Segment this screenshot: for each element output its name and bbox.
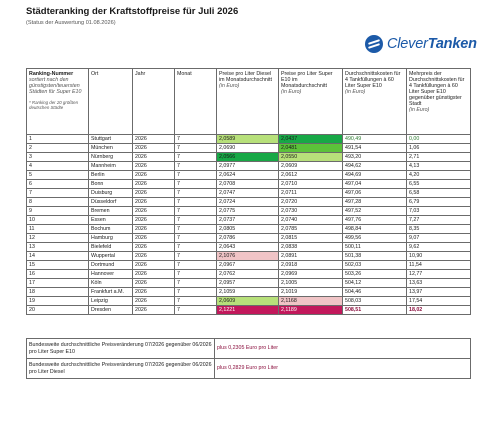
cell-year: 2026 [133, 189, 175, 198]
cell-e10: 2,1189 [279, 306, 343, 315]
cell-rank: 3 [27, 153, 89, 162]
table-row [27, 180, 471, 189]
col-rank-header: Ranking-Nummer sortiert nach den günstigsten/teuersten Städten für Super E10 * Ranking der 20 größten deutschen Städte [27, 69, 89, 135]
cell-extra: 13,63 [407, 279, 471, 288]
summary-label: Bundesweite durchschnittliche Preisveränderung 07/2026 gegenüber 06/2026 pro Liter Super E10 [27, 339, 215, 359]
cell-extra: 6,55 [407, 180, 471, 189]
cell-diesel: 2,0566 [217, 153, 279, 162]
cell-month: 7 [175, 279, 217, 288]
cell-year: 2026 [133, 261, 175, 270]
cell-e10: 2,0969 [279, 270, 343, 279]
cell-rank: 6 [27, 180, 89, 189]
cell-e10: 2,0711 [279, 189, 343, 198]
cell-avg: 508,51 [343, 306, 407, 315]
cell-avg: 498,84 [343, 225, 407, 234]
summary-value: plus 0,2305 Euro pro Liter [215, 339, 471, 359]
cell-year: 2026 [133, 234, 175, 243]
cell-month: 7 [175, 144, 217, 153]
cell-diesel: 2,0747 [217, 189, 279, 198]
col-city-header: Ort [89, 69, 133, 135]
cell-avg: 490,49 [343, 135, 407, 144]
table-row [27, 171, 471, 180]
cell-avg: 497,04 [343, 180, 407, 189]
cell-city: Bremen [89, 207, 133, 216]
cell-rank: 5 [27, 171, 89, 180]
cell-avg: 493,20 [343, 153, 407, 162]
cell-rank: 8 [27, 198, 89, 207]
cell-avg: 491,54 [343, 144, 407, 153]
cell-city: Bochum [89, 225, 133, 234]
cell-rank: 17 [27, 279, 89, 288]
cell-extra: 4,20 [407, 171, 471, 180]
cell-month: 7 [175, 180, 217, 189]
cell-diesel: 2,0609 [217, 297, 279, 306]
cell-extra: 4,13 [407, 162, 471, 171]
cell-year: 2026 [133, 270, 175, 279]
summary-row-diesel [27, 359, 471, 379]
cell-rank: 7 [27, 189, 89, 198]
cell-extra: 2,71 [407, 153, 471, 162]
table-header-row [27, 69, 471, 135]
cell-rank: 10 [27, 216, 89, 225]
cell-extra: 6,79 [407, 198, 471, 207]
cell-extra: 9,07 [407, 234, 471, 243]
table-row [27, 279, 471, 288]
cell-extra: 10,90 [407, 252, 471, 261]
cell-rank: 20 [27, 306, 89, 315]
cell-extra: 7,27 [407, 216, 471, 225]
cell-city: Mannheim [89, 162, 133, 171]
cell-avg: 501,38 [343, 252, 407, 261]
cell-city: Bonn [89, 180, 133, 189]
cell-year: 2026 [133, 297, 175, 306]
summary-value: plus 0,2829 Euro pro Liter [215, 359, 471, 379]
table-row [27, 153, 471, 162]
cell-city: Hamburg [89, 234, 133, 243]
cell-diesel: 2,0690 [217, 144, 279, 153]
cell-diesel: 2,0786 [217, 234, 279, 243]
cell-city: Frankfurt a.M. [89, 288, 133, 297]
cell-rank: 12 [27, 234, 89, 243]
col-month-header: Monat [175, 69, 217, 135]
cell-avg: 504,46 [343, 288, 407, 297]
cell-rank: 9 [27, 207, 89, 216]
cell-city: Düsseldorf [89, 198, 133, 207]
cell-rank: 11 [27, 225, 89, 234]
cell-rank: 13 [27, 243, 89, 252]
cell-year: 2026 [133, 252, 175, 261]
cell-rank: 15 [27, 261, 89, 270]
cell-extra: 0,00 [407, 135, 471, 144]
cell-avg: 497,76 [343, 216, 407, 225]
cell-extra: 1,06 [407, 144, 471, 153]
table-row [27, 189, 471, 198]
table-row [27, 270, 471, 279]
cell-diesel: 2,0775 [217, 207, 279, 216]
cell-year: 2026 [133, 243, 175, 252]
cell-diesel: 2,0589 [217, 135, 279, 144]
cell-city: Nürnberg [89, 153, 133, 162]
table-row [27, 144, 471, 153]
cell-year: 2026 [133, 288, 175, 297]
cell-month: 7 [175, 171, 217, 180]
summary-row-e10 [27, 339, 471, 359]
cell-month: 7 [175, 261, 217, 270]
cell-avg: 497,28 [343, 198, 407, 207]
cell-rank: 14 [27, 252, 89, 261]
cell-city: Stuttgart [89, 135, 133, 144]
table-row [27, 234, 471, 243]
cell-diesel: 2,0737 [217, 216, 279, 225]
cell-year: 2026 [133, 135, 175, 144]
cell-year: 2026 [133, 306, 175, 315]
summary-label: Bundesweite durchschnittliche Preisveränderung 07/2026 gegenüber 06/2026 pro Liter Diesel [27, 359, 215, 379]
table-row [27, 207, 471, 216]
cell-month: 7 [175, 270, 217, 279]
cell-e10: 2,0612 [279, 171, 343, 180]
cell-diesel: 2,1076 [217, 252, 279, 261]
cell-month: 7 [175, 225, 217, 234]
cell-city: Köln [89, 279, 133, 288]
cell-month: 7 [175, 153, 217, 162]
table-row [27, 216, 471, 225]
cell-e10: 2,0740 [279, 216, 343, 225]
cell-extra: 12,77 [407, 270, 471, 279]
summary-table [26, 338, 471, 379]
cell-diesel: 2,1221 [217, 306, 279, 315]
cell-rank: 1 [27, 135, 89, 144]
cell-rank: 19 [27, 297, 89, 306]
cell-e10: 2,0891 [279, 252, 343, 261]
cell-e10: 2,0609 [279, 162, 343, 171]
table-row [27, 252, 471, 261]
cell-e10: 2,0838 [279, 243, 343, 252]
cell-month: 7 [175, 297, 217, 306]
cell-e10: 2,0710 [279, 180, 343, 189]
cell-diesel: 2,0708 [217, 180, 279, 189]
cell-e10: 2,0720 [279, 198, 343, 207]
page-subtitle: (Status der Auswertung 01.08.2026) [26, 20, 116, 26]
col-extra-cost-header: Mehrpreis der Durchschnittskosten für 4 Tankfüllungen à 60 Liter Super E10 gegenüber günstigster Stadt (in Euro) [407, 69, 471, 135]
cell-year: 2026 [133, 153, 175, 162]
clever-tanken-logo [365, 33, 477, 55]
cell-year: 2026 [133, 216, 175, 225]
table-row [27, 162, 471, 171]
table-row [27, 288, 471, 297]
cell-year: 2026 [133, 279, 175, 288]
cell-avg: 499,56 [343, 234, 407, 243]
cell-diesel: 2,1059 [217, 288, 279, 297]
col-year-header: Jahr [133, 69, 175, 135]
cell-extra: 13,97 [407, 288, 471, 297]
col-e10-header: Preise pro Liter Super E10 im Monatsdurchschnitt (in Euro) [279, 69, 343, 135]
table-row [27, 306, 471, 315]
cell-year: 2026 [133, 162, 175, 171]
cell-avg: 502,03 [343, 261, 407, 270]
cell-avg: 497,06 [343, 189, 407, 198]
cell-city: Essen [89, 216, 133, 225]
cell-rank: 2 [27, 144, 89, 153]
cell-year: 2026 [133, 207, 175, 216]
cell-city: Dortmund [89, 261, 133, 270]
cell-month: 7 [175, 207, 217, 216]
cell-avg: 494,62 [343, 162, 407, 171]
cell-city: Duisburg [89, 189, 133, 198]
cell-extra: 8,35 [407, 225, 471, 234]
cell-extra: 9,62 [407, 243, 471, 252]
cell-diesel: 2,0957 [217, 279, 279, 288]
cell-city: Berlin [89, 171, 133, 180]
cell-year: 2026 [133, 171, 175, 180]
cell-month: 7 [175, 306, 217, 315]
cell-e10: 2,0785 [279, 225, 343, 234]
cell-diesel: 2,0643 [217, 243, 279, 252]
cell-diesel: 2,0724 [217, 198, 279, 207]
cell-extra: 7,03 [407, 207, 471, 216]
cell-month: 7 [175, 135, 217, 144]
cell-extra: 18,02 [407, 306, 471, 315]
cell-e10: 2,0437 [279, 135, 343, 144]
cell-diesel: 2,0805 [217, 225, 279, 234]
cell-extra: 11,54 [407, 261, 471, 270]
clever-tanken-logo-icon [365, 35, 383, 53]
table-row [27, 198, 471, 207]
cell-diesel: 2,0624 [217, 171, 279, 180]
cell-e10: 2,1005 [279, 279, 343, 288]
cell-extra: 17,54 [407, 297, 471, 306]
cell-e10: 2,0730 [279, 207, 343, 216]
cell-month: 7 [175, 189, 217, 198]
cell-avg: 503,26 [343, 270, 407, 279]
cell-month: 7 [175, 252, 217, 261]
table-row [27, 135, 471, 144]
cell-month: 7 [175, 234, 217, 243]
table-row [27, 261, 471, 270]
table-row [27, 243, 471, 252]
col-diesel-header: Preise pro Liter Diesel im Monatsdurchschnitt (in Euro) [217, 69, 279, 135]
cell-city: Hannover [89, 270, 133, 279]
table-row [27, 297, 471, 306]
cell-year: 2026 [133, 180, 175, 189]
cell-month: 7 [175, 243, 217, 252]
cell-diesel: 2,0762 [217, 270, 279, 279]
cell-city: Bielefeld [89, 243, 133, 252]
cell-diesel: 2,0977 [217, 162, 279, 171]
cell-e10: 2,1019 [279, 288, 343, 297]
cell-e10: 2,1168 [279, 297, 343, 306]
cell-extra: 6,58 [407, 189, 471, 198]
cell-e10: 2,0550 [279, 153, 343, 162]
cell-month: 7 [175, 288, 217, 297]
cell-avg: 494,69 [343, 171, 407, 180]
cell-month: 7 [175, 198, 217, 207]
cell-e10: 2,0815 [279, 234, 343, 243]
page-title: Städteranking der Kraftstoffpreise für Juli 2026 [26, 6, 239, 17]
cell-avg: 508,03 [343, 297, 407, 306]
table-row [27, 225, 471, 234]
cell-e10: 2,0481 [279, 144, 343, 153]
cell-year: 2026 [133, 144, 175, 153]
cell-rank: 16 [27, 270, 89, 279]
cell-city: Wuppertal [89, 252, 133, 261]
cell-avg: 497,52 [343, 207, 407, 216]
cell-year: 2026 [133, 198, 175, 207]
cell-diesel: 2,0967 [217, 261, 279, 270]
cell-city: Dresden [89, 306, 133, 315]
cell-month: 7 [175, 216, 217, 225]
ranking-table [26, 68, 471, 315]
col-avg-cost-header: Durchschnittskosten für 4 Tankfüllungen à 60 Liter Super E10 (in Euro) [343, 69, 407, 135]
cell-city: München [89, 144, 133, 153]
logo-wordmark: CleverTanken [387, 36, 477, 52]
cell-rank: 4 [27, 162, 89, 171]
cell-e10: 2,0918 [279, 261, 343, 270]
cell-avg: 500,11 [343, 243, 407, 252]
cell-year: 2026 [133, 225, 175, 234]
cell-avg: 504,12 [343, 279, 407, 288]
cell-rank: 18 [27, 288, 89, 297]
cell-city: Leipzig [89, 297, 133, 306]
cell-month: 7 [175, 162, 217, 171]
